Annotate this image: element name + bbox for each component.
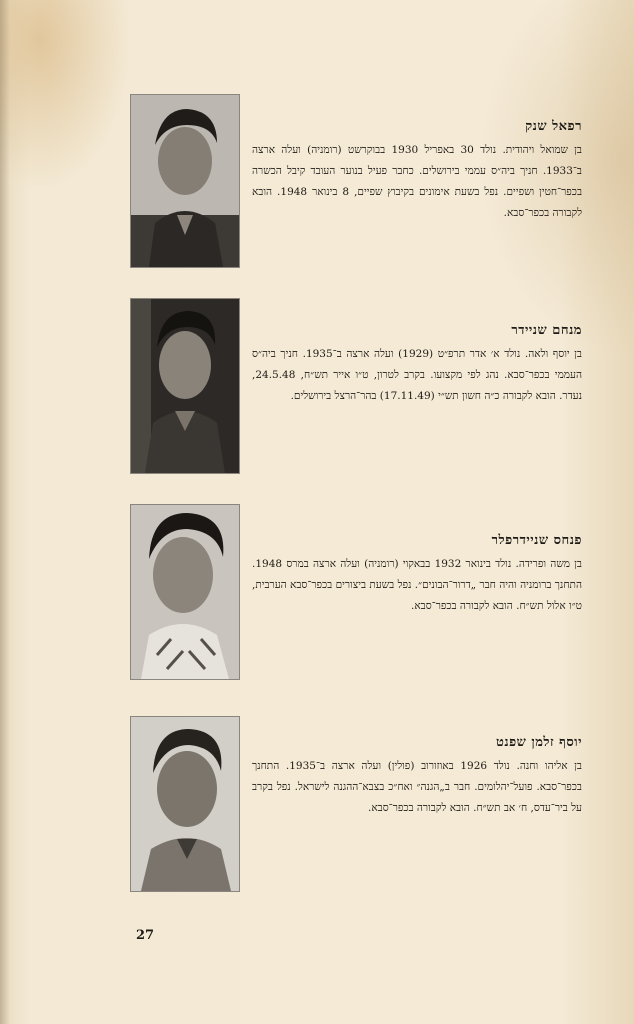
portrait-image: [131, 95, 239, 267]
entry-name: יוסף זלמן שפנט: [496, 735, 582, 750]
portrait-photo: [130, 504, 240, 680]
portrait-image: [131, 299, 239, 473]
page-number: 27: [136, 928, 155, 943]
portrait-image: [131, 505, 239, 679]
entry-text: [252, 118, 582, 224]
entry-text: [252, 532, 582, 617]
portrait-photo: [130, 716, 240, 892]
portrait-image: [131, 717, 239, 891]
entry-name: מנחם שניידר: [511, 323, 582, 338]
entry-name: רפאל שנק: [525, 119, 582, 134]
entry-text: [252, 734, 582, 819]
portrait-photo: [130, 298, 240, 474]
entry-bio: בן יוסף ולאה. נולד א׳ אדר תרפ״ט (1929) ועלה ארצה ב־1935. חניך ביה״ס העממי בכפר־סבא. נהג לפי מקצועו. בקרב לטרון, ט״ו אייר תש״ח, 24.5.48, נעדר. הובא לקבורה כ״ה חשון תש״י (17.11.49) בהר־הרצל בירושלים.: [252, 348, 582, 402]
entry-name: פנחס שניידרפלר: [491, 533, 582, 548]
page-edge-shadow: [0, 0, 10, 1024]
entry-bio: בן שמואל ויהודית. נולד 30 באפריל 1930 בבוקרשט (רומניה) ועלה ארצה ב־1933. חניך ביה״ס עממי בירושלים. כחבר פעיל בנוער העובד קיבל הכשרה בכפר־חטין ושפיים. נפל בשעת אימונים בקיבוץ שפיים, 8 בינואר 1948. הובא לקבורה בכפר־סבא.: [252, 144, 583, 219]
entry-bio: בן אליהו וחנה. נולד 1926 באוזורוב (פולין) ועלה ארצה ב־1935. התחנך בכפר־סבא. פועל־יהלומים. חבר ב„הגנה״ ואח״כ בצבא־ההגנה לישראל. נפל בקרב על ביר־עדס, ח׳ אב תש״ח. הובא לקבורה בכפר־סבא.: [252, 760, 582, 814]
entry-text: [252, 322, 582, 407]
entry-bio: בן משה ופרידה. נולד בינואר 1932 בבאקוי (רומניה) ועלה ארצה במרס 1948. התחנך ברומניה והיה חבר „דרור־הבונים״. נפל בשעת ביצורים בכפר־סבא הערבית, ט״ו אלול תש״ח. הובא לקבורה בכפר־סבא.: [252, 558, 582, 612]
portrait-photo: [130, 94, 240, 268]
